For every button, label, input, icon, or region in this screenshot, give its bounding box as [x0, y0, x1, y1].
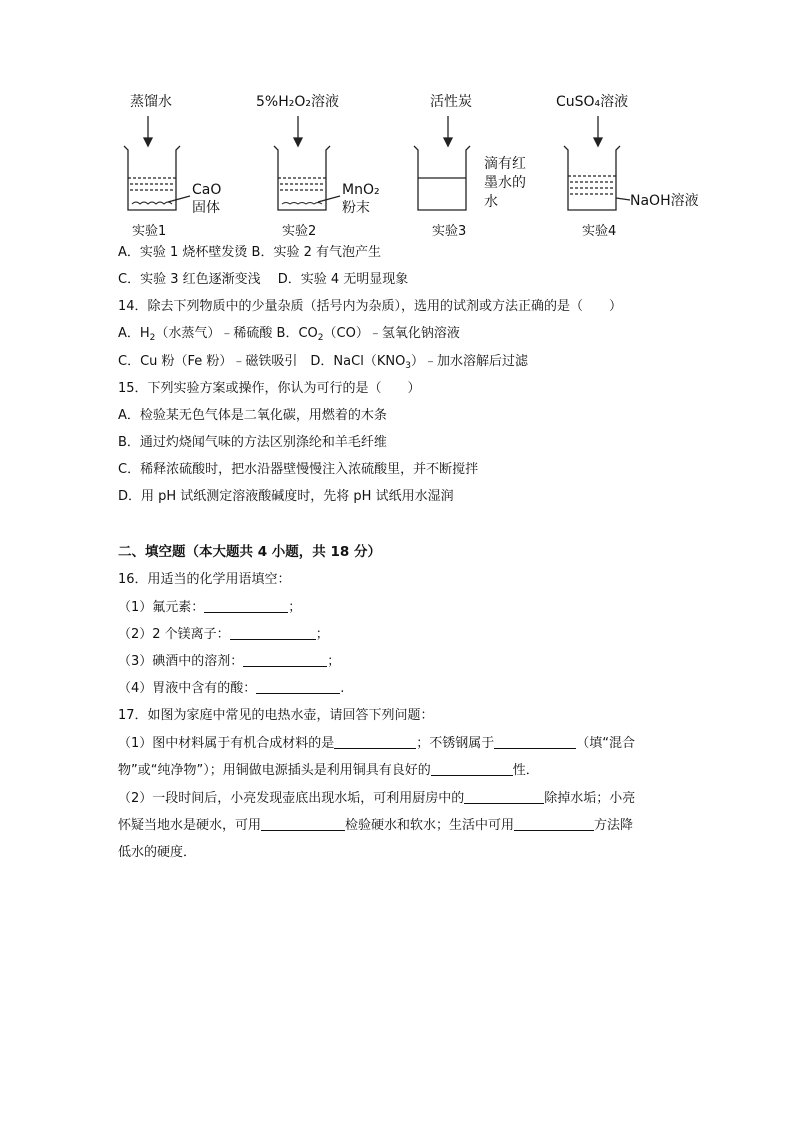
answer-blank[interactable]	[431, 761, 513, 776]
q16-part4-end: .	[340, 681, 345, 696]
q14-d-sub: 3	[405, 361, 412, 371]
exp3-caption: 实验3	[432, 224, 467, 239]
exp3-side-label: 滴有红	[484, 156, 526, 172]
exp2-caption: 实验2	[282, 224, 317, 239]
q15-option-d: D．用 pH 试纸测定溶液酸碱度时，先将 pH 试纸用水湿润	[118, 489, 454, 504]
answer-blank[interactable]	[464, 789, 544, 804]
section-heading: 二、填空题（本大题共 4 小题，共 18 分）	[118, 544, 381, 560]
answer-blank[interactable]	[204, 598, 288, 613]
exp4-caption: 实验4	[582, 224, 617, 239]
q17-text: 方法降	[594, 818, 634, 833]
exp1-side-label: CaO	[192, 182, 222, 198]
q14-options-cd	[118, 353, 528, 371]
q16-stem: 16．用适当的化学用语填空：	[118, 572, 291, 587]
q15-option-c: C．稀释浓硫酸时，把水沿器壁慢慢注入浓硫酸里，并不断搅拌	[118, 462, 479, 477]
q16-part4-label: （4）胃液中含有的酸：	[118, 681, 257, 696]
q15-stem: 15．下列实验方案或操作，你认为可行的是（ ）	[118, 381, 421, 396]
q13-options-cd: C．实验 3 红色逐渐变浅 D．实验 4 无明显现象	[118, 272, 409, 287]
q17-stem: 17．如图为家庭中常见的电热水壶，请回答下列问题：	[118, 708, 434, 723]
beaker-diagram	[118, 92, 718, 242]
exp4-side-label: NaOH溶液	[630, 193, 699, 209]
q16-part4	[118, 679, 344, 698]
q16-part3-end: ；	[327, 654, 341, 669]
exp2-side-label-2: 粉末	[342, 200, 370, 216]
q14-a-sub: 2	[149, 333, 156, 343]
q14-a-text: A．H	[118, 326, 150, 341]
answer-blank[interactable]	[243, 652, 327, 667]
q17-text: 检验硬水和软水；生活中可用	[345, 818, 515, 833]
q17-text: （填“混合	[576, 736, 636, 751]
q17-part2-line2	[118, 816, 633, 835]
q17-part1-line1	[118, 734, 635, 753]
q17-text: ；不锈钢属于	[416, 736, 495, 751]
q14-ab-text: （水蒸气）﹣稀硫酸 B．CO	[155, 326, 318, 341]
exp1-side-label-2: 固体	[192, 200, 220, 216]
q13-options-ab: A．实验 1 烧杯壁发烫 B．实验 2 有气泡产生	[118, 245, 382, 260]
q17-text: （2）一段时间后，小亮发现壶底出现水垢，可利用厨房中的	[118, 791, 465, 806]
q14-cd-text: C．Cu 粉（Fe 粉）﹣磁铁吸引 D．NaCl（KNO	[118, 354, 406, 369]
answer-blank[interactable]	[514, 816, 594, 831]
answer-blank[interactable]	[256, 679, 340, 694]
exp1-top-label: 蒸馏水	[130, 94, 172, 110]
exp1-caption: 实验1	[132, 224, 167, 239]
exp3-side-label-3: 水	[484, 194, 498, 210]
q16-part2-end: ；	[315, 627, 329, 642]
exp3-top-label: 活性炭	[430, 94, 472, 110]
q17-text: 怀疑当地水是硬水，可用	[118, 818, 262, 833]
q15-option-a: A．检验某无色气体是二氧化碳，用燃着的木条	[118, 408, 387, 423]
q14-options-ab	[118, 325, 460, 343]
q14-b-sub: 2	[317, 333, 324, 343]
q16-part1-label: （1）氟元素：	[118, 600, 205, 615]
exp3-side-label-2: 墨水的	[484, 175, 526, 191]
answer-blank[interactable]	[261, 816, 345, 831]
experiment-figure	[118, 92, 718, 242]
q16-part1-end: ；	[288, 600, 302, 615]
q16-part1	[118, 598, 301, 617]
q17-part2-line1	[118, 789, 635, 808]
answer-blank[interactable]	[230, 625, 316, 640]
q17-text: 除掉水垢；小亮	[544, 791, 636, 806]
q17-text: （1）图中材料属于有机合成材料的是	[118, 736, 335, 751]
q17-text: 性．	[512, 763, 539, 778]
exp2-side-label: MnO₂	[342, 182, 380, 198]
q15-option-b: B．通过灼烧闻气味的方法区别涤纶和羊毛纤维	[118, 435, 387, 450]
q14-stem: 14．除去下列物质中的少量杂质（括号内为杂质），选用的试剂或方法正确的是（ ）	[118, 299, 623, 314]
exp4-top-label: CuSO₄溶液	[556, 94, 629, 110]
q17-part2-line3: 低水的硬度．	[118, 845, 197, 860]
q16-part2-label: （2）2 个镁离子：	[118, 627, 230, 642]
q16-part2	[118, 625, 329, 644]
q16-part3	[118, 652, 340, 671]
q17-text: 物”或“纯净物”）；用铜做电源插头是利用铜具有良好的	[118, 763, 431, 778]
q14-d-text: ）﹣加水溶解后过滤	[411, 354, 529, 369]
answer-blank[interactable]	[334, 734, 416, 749]
q17-part1-line2	[118, 761, 539, 780]
answer-blank[interactable]	[494, 734, 576, 749]
exp2-top-label: 5%H₂O₂溶液	[256, 94, 339, 110]
q14-b-text: （CO）﹣氢氧化钠溶液	[323, 326, 460, 341]
q16-part3-label: （3）碘酒中的溶剂：	[118, 654, 244, 669]
